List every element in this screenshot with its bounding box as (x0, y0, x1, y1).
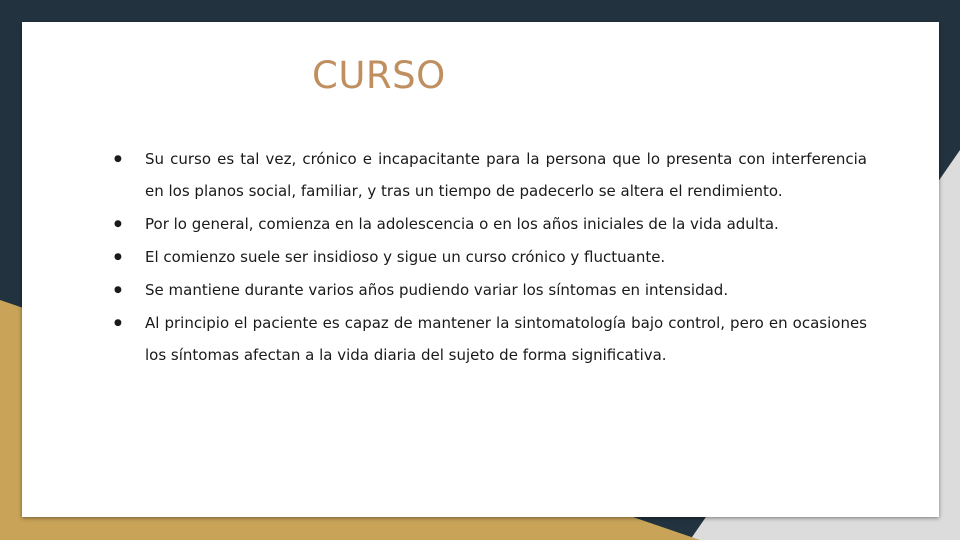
bullet-item (114, 241, 867, 273)
bullet-dot-icon: ● (114, 285, 122, 295)
bullet-dot-icon: ● (114, 252, 122, 262)
slide-title: CURSO (312, 54, 446, 97)
bullet-item (114, 274, 867, 306)
bullet-item (114, 307, 867, 371)
bullet-text: Su curso es tal vez, crónico e incapacitante para la persona que lo presenta con interferencia en los planos social, familiar, y tras un tiempo de padecerlo se altera el rendimiento. (145, 150, 867, 200)
bullet-dot-icon: ● (114, 318, 122, 328)
bullet-item (114, 143, 867, 207)
bullet-dot-icon: ● (114, 219, 122, 229)
bullet-text: Se mantiene durante varios años pudiendo variar los síntomas en intensidad. (145, 281, 729, 299)
bullet-dot-icon: ● (114, 154, 122, 164)
slide-card (22, 22, 939, 517)
bullet-text: Por lo general, comienza en la adolescencia o en los años iniciales de la vida adulta. (145, 215, 779, 233)
bullet-text: Al principio el paciente es capaz de mantener la sintomatología bajo control, pero en ocasiones los síntomas afectan a la vida diaria del sujeto de forma significativa. (145, 314, 867, 364)
bullet-list (114, 143, 867, 372)
bullet-text: El comienzo suele ser insidioso y sigue un curso crónico y fluctuante. (145, 248, 666, 266)
bullet-item (114, 208, 867, 240)
